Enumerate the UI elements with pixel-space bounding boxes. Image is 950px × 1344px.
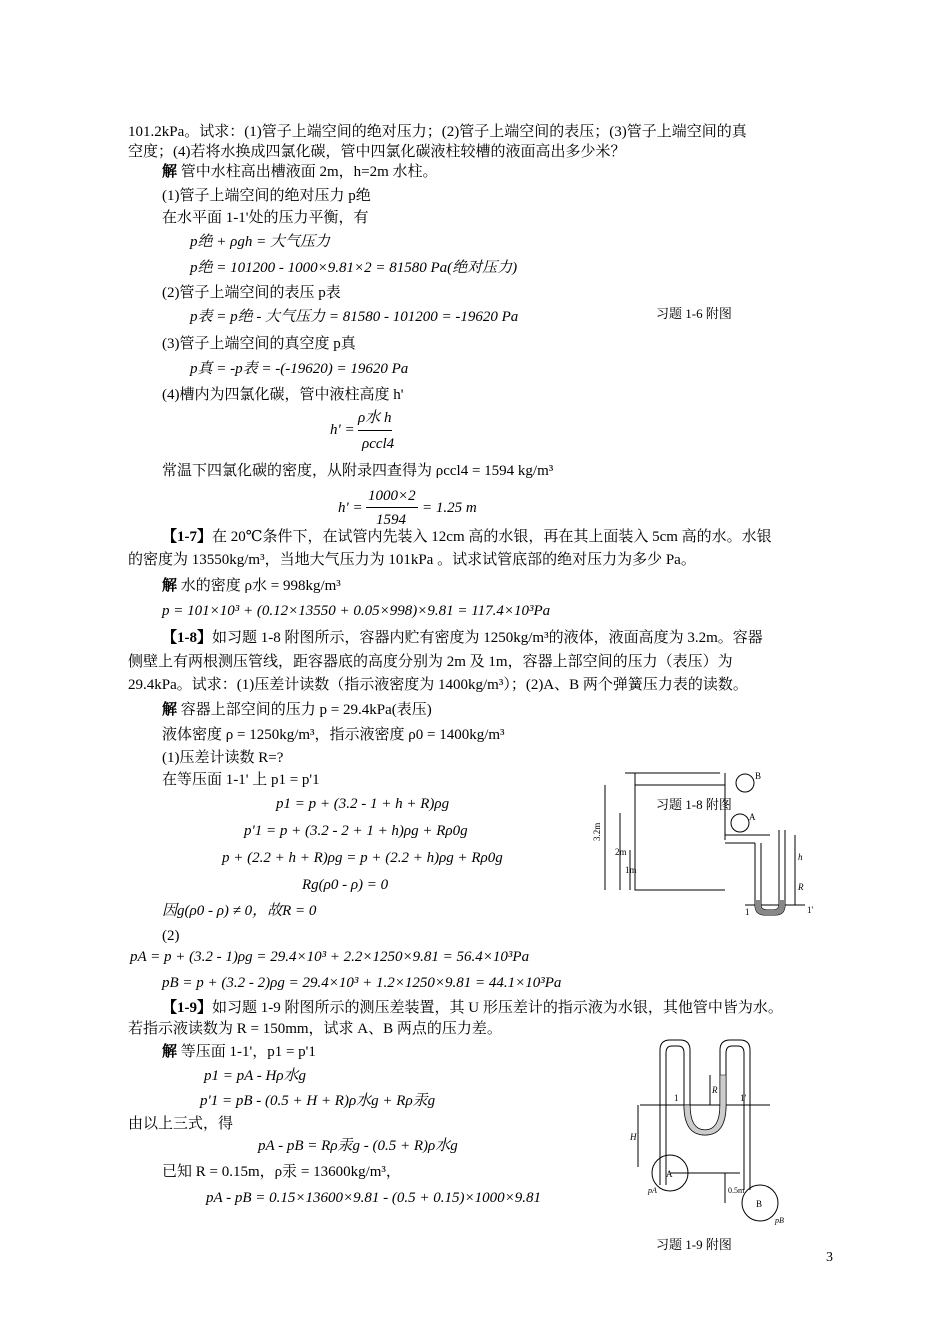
formula: p绝 + ρgh = 大气压力	[190, 234, 330, 250]
problem-label: 【1-7】	[162, 529, 212, 545]
text: 水的密度 ρ水 = 998kg/m³	[177, 578, 341, 594]
figure-caption: 习题 1-6 附图	[656, 306, 732, 321]
dim-label: 0.5m	[728, 1186, 745, 1195]
formula: h' =	[330, 422, 355, 438]
figure-1-8	[585, 765, 840, 925]
tank-outline	[635, 773, 725, 890]
text-line: 已知 R = 0.15m，ρ汞 = 13600kg/m³，	[162, 1164, 401, 1180]
formula: pA - pB = 0.15×13600×9.81 - (0.5 + 0.15)×1000×9.81	[206, 1190, 542, 1206]
text: 等压面 1-1'，p1 = p'1	[177, 1044, 316, 1060]
vessel-label: pB	[775, 1216, 784, 1225]
text-line: 若指示液读数为 R = 150mm，试求 A、B 两点的压力差。	[128, 1021, 502, 1037]
text-line: 由以上三式，得	[128, 1116, 234, 1132]
left-tube-inner	[666, 1046, 744, 1190]
gauge-label: B	[755, 771, 762, 781]
left-tube	[660, 1040, 750, 1190]
problem-line	[162, 628, 763, 648]
dim-label: 2m	[615, 847, 627, 857]
problem-line	[162, 527, 772, 547]
vessel-label: pA	[648, 1186, 657, 1195]
text-line: 常温下四氯化碳的密度，从附录四查得为 ρccl4 = 1594 kg/m³	[162, 463, 554, 479]
formula: p + (2.2 + h + R)ρg = p + (2.2 + h)ρg + Rρ0g	[222, 850, 503, 866]
text-line: (4)槽内为四氯化碳，管中液柱高度 h'	[162, 387, 404, 403]
formula: pA = p + (3.2 - 1)ρg = 29.4×10³ + 2.2×1250×9.81 = 56.4×10³Pa	[130, 949, 530, 965]
formula: p = 101×10³ + (0.12×13550 + 0.05×998)×9.81 = 117.4×10³Pa	[162, 603, 551, 619]
formula: p表 = p绝 - 大气压力 = 81580 - 101200 = -19620 Pa	[190, 309, 519, 325]
dim-label: 3.2m	[592, 822, 602, 841]
text-line: 的密度为 13550kg/m³，当地大气压力为 101kPa 。试求试管底部的绝对压力为多少 Pa。	[128, 552, 696, 568]
fraction-denominator: 1594	[376, 512, 406, 528]
formula: p1 = p + (3.2 - 1 + h + R)ρg	[276, 796, 450, 812]
text-line: 在等压面 1-1' 上 p1 = p'1	[162, 772, 320, 788]
text-line: 在水平面 1-1'处的压力平衡，有	[162, 210, 369, 226]
ref-label: 1	[745, 907, 750, 917]
text-line: 29.4kPa。试求：(1)压差计读数（指示液密度为 1400kg/m³）；(2)A、B 两个弹簧压力表的读数。	[128, 677, 748, 693]
u-tube-inner	[761, 830, 779, 910]
problem-label: 【1-9】	[162, 1000, 212, 1016]
solution-line	[162, 700, 432, 720]
vessel-label: A	[666, 1169, 673, 1179]
fraction-numerator: 1000×2	[368, 488, 416, 504]
indicator-liquid	[755, 900, 785, 915]
solution-label: 解	[162, 1044, 178, 1060]
ref-label: 1'	[807, 905, 814, 915]
text: 在 20℃条件下，在试管内先装入 12cm 高的水银，再在其上面装入 5cm 高的水。水银	[212, 529, 772, 545]
text-line: 空度；(4)若将水换成四氯化碳，管中四氯化碳液柱较槽的液面高出多少米？	[128, 144, 626, 160]
solution-label: 解	[162, 164, 178, 180]
gauge-a	[731, 814, 749, 832]
text-line: 侧壁上有两根测压管线，距容器底的高度分别为 2m 及 1m，容器上部空间的压力（表压）为	[128, 654, 733, 670]
formula: 因g(ρ0 - ρ) ≠ 0，故R = 0	[162, 903, 317, 919]
text-line: (3)管子上端空间的真空度 p真	[162, 336, 356, 352]
solution-label: 解	[162, 578, 178, 594]
page-number: 3	[826, 1250, 833, 1265]
fraction-denominator: ρccl4	[362, 436, 395, 452]
solution-line	[162, 162, 438, 182]
formula: h' =	[338, 500, 363, 516]
gauge-b	[736, 774, 754, 792]
formula: p绝 = 101200 - 1000×9.81×2 = 81580 Pa(绝对压力)	[190, 260, 518, 276]
ref-label: 1'	[740, 1093, 747, 1103]
gauge-label: A	[749, 812, 756, 822]
solution-line	[162, 576, 341, 596]
fraction-bar	[358, 430, 392, 431]
solution-label: 解	[162, 702, 178, 718]
text-line: (1)管子上端空间的绝对压力 p绝	[162, 188, 371, 204]
dim-label: R	[712, 1085, 718, 1095]
text-line: (2)管子上端空间的表压 p表	[162, 285, 341, 301]
formula: pB = p + (3.2 - 2)ρg = 29.4×10³ + 1.2×1250×9.81 = 44.1×10³Pa	[162, 975, 562, 991]
vessel-label: B	[756, 1199, 763, 1209]
text: 容器上部空间的压力 p = 29.4kPa(表压)	[177, 702, 432, 718]
text: 如习题 1-9 附图所示的测压差装置，其 U 形压差计的指示液为水银，其他管中皆为水。	[212, 1000, 783, 1016]
dim-label: h	[798, 852, 803, 862]
fraction-bar	[366, 507, 418, 508]
problem-line	[162, 998, 783, 1018]
text-line: 液体密度 ρ = 1250kg/m³，指示液密度 ρ0 = 1400kg/m³	[162, 727, 505, 743]
fraction-numerator: ρ水 h	[358, 410, 392, 426]
formula: Rg(ρ0 - ρ) = 0	[302, 877, 389, 893]
figure-1-9	[630, 1035, 815, 1225]
formula: p1 = pA - Hρ水g	[204, 1068, 307, 1084]
formula: p'1 = pB - (0.5 + H + R)ρ水g + Rρ汞g	[200, 1093, 436, 1109]
problem-label: 【1-8】	[162, 630, 212, 646]
dim-label: R	[798, 882, 804, 892]
text-line: (2)	[162, 928, 180, 944]
text: 如习题 1-8 附图所示，容器内贮有密度为 1250kg/m³的液体，液面高度为 3.2m。容器	[212, 630, 763, 646]
text-line: (1)压差计读数 R=?	[162, 750, 284, 766]
text: 管中水柱高出槽液面 2m，h=2m 水柱。	[177, 164, 438, 180]
formula: = 1.25 m	[422, 500, 477, 516]
text-line: 101.2kPa。试求：(1)管子上端空间的绝对压力；(2)管子上端空间的表压；(3)管子上端空间的真	[128, 124, 747, 140]
formula: p真 = -p表 = -(-19620) = 19620 Pa	[190, 361, 409, 377]
dim-label: 1m	[625, 865, 637, 875]
dim-label: H	[630, 1132, 637, 1142]
solution-line	[162, 1042, 316, 1062]
figure-caption: 习题 1-8 附图	[656, 797, 732, 812]
ref-label: 1	[674, 1093, 679, 1103]
formula: pA - pB = Rρ汞g - (0.5 + R)ρ水g	[258, 1138, 458, 1154]
figure-caption: 习题 1-9 附图	[656, 1237, 732, 1252]
formula: p'1 = p + (3.2 - 2 + 1 + h)ρg + Rρ0g	[244, 823, 468, 839]
